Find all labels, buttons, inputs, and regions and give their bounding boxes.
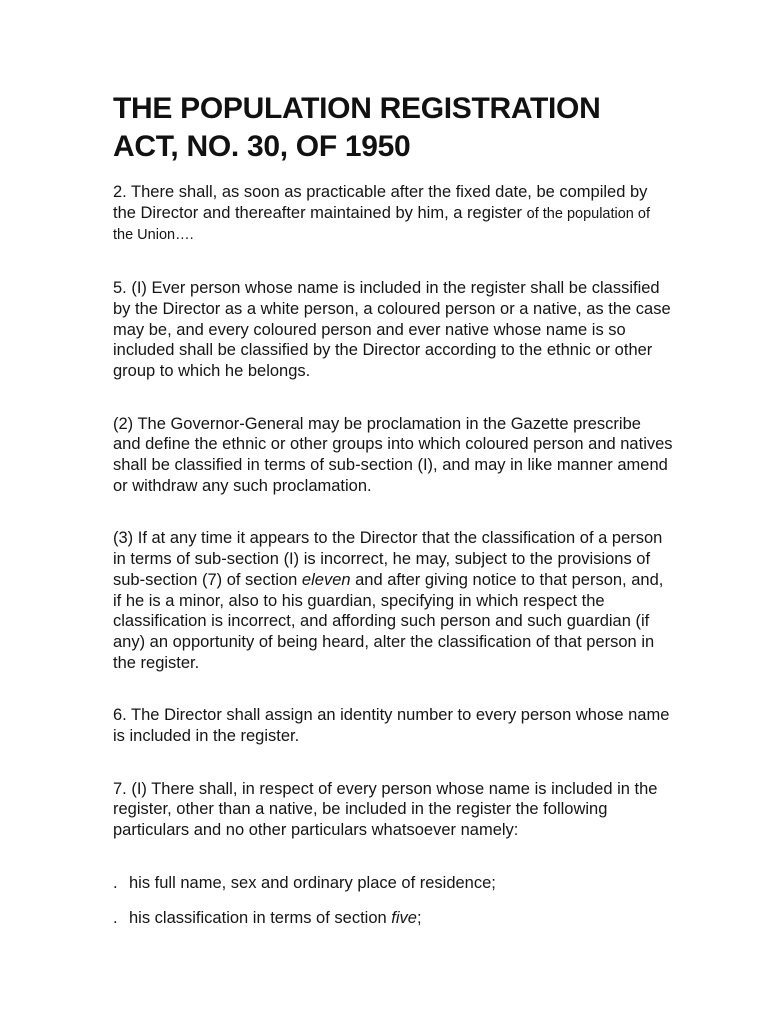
title-line-2: ACT, NO. 30, OF 1950 — [113, 130, 411, 163]
list-bullet: . — [113, 908, 118, 927]
document-page — [113, 90, 673, 928]
section-5-3-paragraph — [113, 528, 673, 673]
list-item-text-main: his classification in terms of section — [129, 908, 392, 927]
list-item — [113, 908, 673, 929]
list-item-text — [129, 873, 496, 894]
section-2-text: 2. There shall, as soon as practicable after the fixed date, be compiled by the Director and thereafter maintained by him, a register — [113, 183, 648, 222]
section-5-2-paragraph: (2) The Governor-General may be proclamation in the Gazette prescribe and define the ethnic or other groups into which coloured person and natives shall be classified in terms of sub-section (I), and may in like manner amend or withdraw any such proclamation. — [113, 414, 673, 495]
list-item-text-main: his full name, sex and ordinary place of residence; — [129, 873, 496, 892]
document-title — [113, 90, 673, 166]
section-5-3-italic: eleven — [301, 570, 351, 589]
section-7-1-paragraph: 7. (I) There shall, in respect of every person whose name is included in the register, other than a native, be included in the register the following particulars and no other particulars whatsoever namely: — [113, 779, 658, 840]
section-5-1-paragraph: 5. (I) Ever person whose name is included in the register shall be classified by the Director as a white person, a coloured person or a native, as the case may be, and every coloured person and ever native whose name is so included shall be classified by the Director according to the ethnic or other group to which he belongs. — [113, 279, 671, 380]
section-5-3-text-after: and after giving notice to that person, and, if he is a minor, also to his guardian, specifying in which respect the classification is incorrect, and affording such person and such guardian (if any) an opportunity of being heard, alter the classification of that person in the register. — [113, 570, 664, 672]
title-line-1: THE POPULATION REGISTRATION — [113, 92, 601, 125]
list-item-italic: five — [391, 908, 417, 927]
particulars-list — [113, 873, 673, 928]
list-item-text-after: ; — [416, 908, 422, 927]
section-2-tail: of the population of the Union…. — [113, 205, 650, 244]
section-6-paragraph: 6. The Director shall assign an identity number to every person whose name is included in the register. — [113, 706, 670, 746]
list-item-text — [129, 908, 422, 929]
list-bullet: . — [113, 873, 118, 892]
section-5-3-text-before: (3) If at any time it appears to the Director that the classification of a person in terms of sub-section (I) is incorrect, he may, subject to the provisions of sub-section (7) of section — [113, 529, 663, 589]
section-2-paragraph — [113, 182, 673, 246]
list-item — [113, 873, 673, 894]
